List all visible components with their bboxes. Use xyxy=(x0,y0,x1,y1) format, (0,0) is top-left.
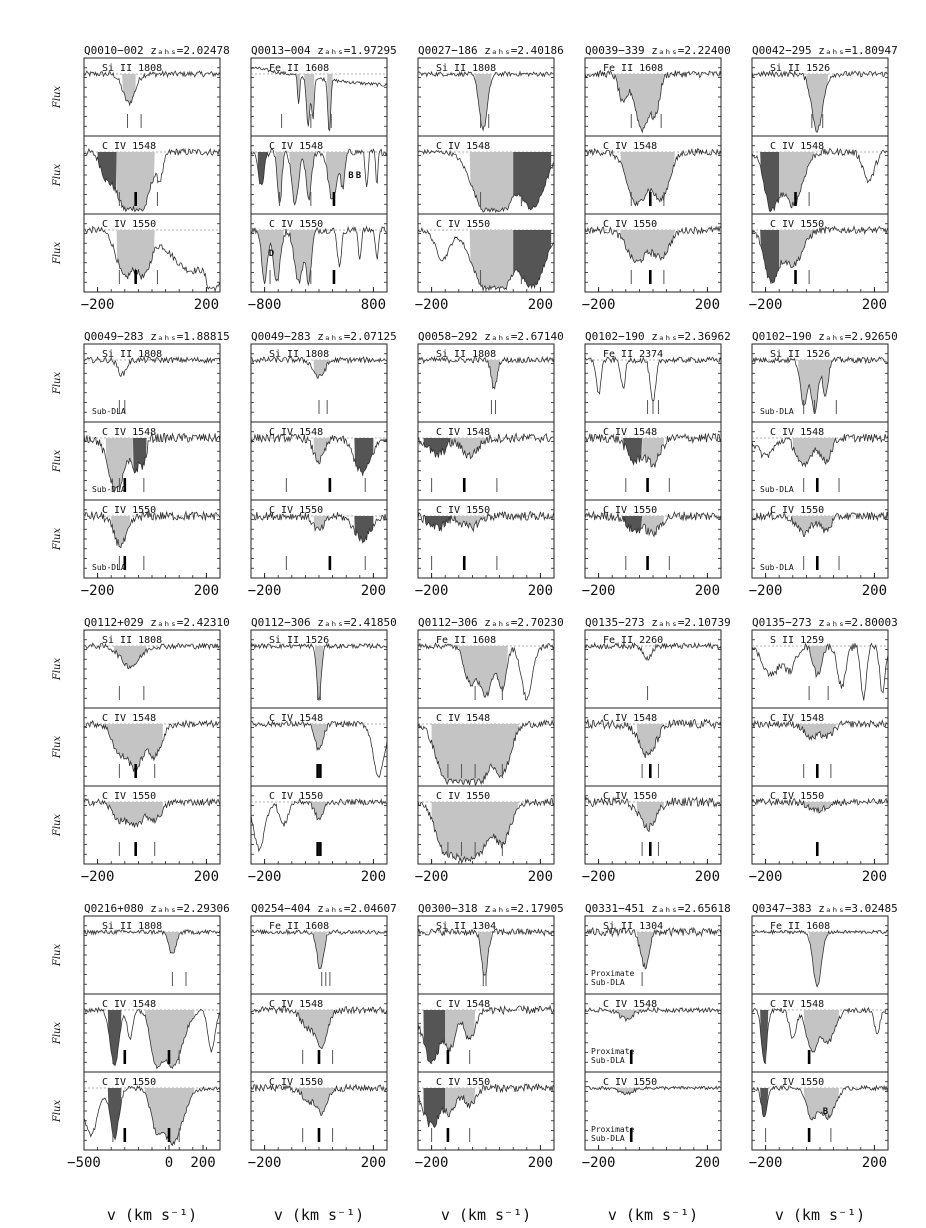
flux-axis-label: Flux xyxy=(52,527,63,551)
spectrum-panel xyxy=(251,630,387,708)
spectrum-panel xyxy=(251,422,387,500)
chart-title: Q0049−283 zₐₕₛ=1.88815 xyxy=(84,330,230,343)
ion-label: C IV 1548 xyxy=(770,427,825,438)
spectrum-panel xyxy=(585,630,721,708)
spectrum-panel xyxy=(752,422,888,500)
ion-label: C IV 1550 xyxy=(603,791,658,802)
spectrum-panel xyxy=(752,786,888,864)
spectrum-panel xyxy=(52,500,220,578)
chart-11 xyxy=(52,616,230,885)
spectrum-panel xyxy=(251,1072,387,1150)
spectrum-panel xyxy=(585,916,721,994)
flux-axis-label: Flux xyxy=(52,163,63,187)
ion-label: C IV 1548 xyxy=(269,427,324,438)
chart-8 xyxy=(415,330,564,599)
proximate-note: Proximate xyxy=(591,1125,635,1134)
ion-label: C IV 1550 xyxy=(102,219,157,230)
chart-title: Q0112+029 zₐₕₛ=2.42310 xyxy=(84,616,230,629)
spectrum-panel xyxy=(251,58,387,136)
ion-label: C IV 1548 xyxy=(603,427,658,438)
ion-label: C IV 1548 xyxy=(269,713,324,724)
x-tick-label: 200 xyxy=(193,297,220,313)
ion-label: C IV 1548 xyxy=(436,427,491,438)
spectrum-panel xyxy=(752,58,888,136)
x-tick-label: −200 xyxy=(414,1155,449,1171)
chart-14 xyxy=(582,616,731,885)
x-tick-label: −200 xyxy=(247,1155,282,1171)
spectrum-panel xyxy=(585,786,721,864)
ion-label: C IV 1550 xyxy=(436,219,491,230)
chart-title: Q0135−273 zₐₕₛ=2.80003 xyxy=(752,616,898,629)
spectrum-panel xyxy=(585,708,721,786)
chart-title: Q0049−283 zₐₕₛ=2.07125 xyxy=(251,330,397,343)
ion-label: C IV 1548 xyxy=(436,999,491,1010)
ion-label: C IV 1550 xyxy=(770,505,825,516)
sub-dla-note: Sub-DLA xyxy=(760,407,794,416)
ion-label: Fe II 2260 xyxy=(603,635,664,646)
spectrum-panel xyxy=(752,136,888,214)
spectrum-panel xyxy=(52,214,220,292)
ion-label: C IV 1550 xyxy=(102,1077,157,1088)
x-tick-label: 200 xyxy=(360,583,387,599)
spectrum-panel xyxy=(418,1072,554,1150)
chart-title: Q0039−339 zₐₕₛ=2.22400 xyxy=(585,44,731,57)
spectrum-panel xyxy=(585,58,721,136)
ion-label: C IV 1550 xyxy=(436,505,491,516)
x-tick-label: 200 xyxy=(861,297,888,313)
spectrum-panel xyxy=(752,708,888,786)
chart-18 xyxy=(415,902,564,1171)
ion-label: Fe II 2374 xyxy=(603,349,664,360)
proximate-note: Sub-DLA xyxy=(591,1056,625,1065)
chart-7 xyxy=(248,330,397,599)
flux-axis-label: Flux xyxy=(52,371,63,395)
chart-4 xyxy=(582,44,731,313)
ion-label: C IV 1550 xyxy=(770,1077,825,1088)
spectrum-panel xyxy=(585,422,721,500)
x-tick-label: 200 xyxy=(694,1155,721,1171)
ion-label: Si II 1526 xyxy=(770,63,831,74)
ion-label: C IV 1550 xyxy=(436,1077,491,1088)
spectrum-panel xyxy=(585,994,721,1072)
chart-title: Q0102−190 zₐₕₛ=2.36962 xyxy=(585,330,731,343)
spectrum-panel xyxy=(251,500,387,578)
ion-label: C IV 1550 xyxy=(269,791,324,802)
chart-20 xyxy=(749,902,898,1171)
ion-label: Fe II 1608 xyxy=(269,63,330,74)
spectrum-panel xyxy=(52,422,220,500)
x-axis-label: v (km s⁻¹) xyxy=(774,1206,866,1224)
chart-13 xyxy=(415,616,564,885)
chart-2 xyxy=(248,44,397,313)
x-tick-label: −200 xyxy=(80,869,115,885)
ion-label: Si II 1808 xyxy=(269,349,330,360)
ion-label: C IV 1548 xyxy=(770,141,825,152)
flux-axis-label: Flux xyxy=(52,241,63,265)
spectrum-panel xyxy=(418,344,554,422)
spectrum-panel xyxy=(251,708,387,786)
spectrum-panel xyxy=(418,214,554,292)
spectrum-panel xyxy=(52,916,220,994)
ion-label: Fe II 1608 xyxy=(603,63,664,74)
spectrum-panel xyxy=(752,214,888,292)
chart-title: Q0254−404 zₐₕₛ=2.04607 xyxy=(251,902,397,915)
spectrum-panel xyxy=(251,916,387,994)
x-tick-label: −200 xyxy=(247,869,282,885)
x-tick-label: 200 xyxy=(861,869,888,885)
ion-label: C IV 1550 xyxy=(269,1077,324,1088)
x-tick-label: 200 xyxy=(360,869,387,885)
spectrum-panel xyxy=(418,422,554,500)
x-tick-label: 200 xyxy=(193,869,220,885)
ion-label: Si II 1808 xyxy=(436,349,497,360)
x-tick-label: 200 xyxy=(694,869,721,885)
spectrum-panel xyxy=(52,1072,220,1150)
x-tick-label: −200 xyxy=(414,583,449,599)
ion-label: C IV 1550 xyxy=(770,219,825,230)
chart-1 xyxy=(52,44,230,313)
flux-axis-label: Flux xyxy=(52,449,63,473)
x-tick-label: −200 xyxy=(581,297,616,313)
ion-label: C IV 1548 xyxy=(603,713,658,724)
x-tick-label: 800 xyxy=(360,297,387,313)
spectrum-panel xyxy=(52,994,220,1072)
ion-label: Si II 1808 xyxy=(436,63,497,74)
x-tick-label: 200 xyxy=(527,869,554,885)
spectrum-panel xyxy=(52,136,220,214)
ion-label: C IV 1548 xyxy=(102,999,157,1010)
ion-label: Si II 1526 xyxy=(770,349,831,360)
flag-label: B xyxy=(822,1107,829,1117)
spectrum-panel xyxy=(585,1072,721,1150)
spectrum-panel xyxy=(752,1072,888,1150)
flag-label: B xyxy=(348,171,354,181)
ion-label: C IV 1550 xyxy=(770,791,825,802)
sub-dla-note: Sub-DLA xyxy=(760,563,794,572)
spectrum-panel xyxy=(52,708,220,786)
flux-axis-label: Flux xyxy=(52,1099,63,1123)
x-tick-label: 200 xyxy=(861,583,888,599)
x-tick-label: 0 xyxy=(164,1155,174,1171)
x-tick-label: −200 xyxy=(748,297,783,313)
flux-axis-label: Flux xyxy=(52,813,63,837)
spectrum-panel xyxy=(418,994,554,1072)
spectrum-panel xyxy=(585,214,721,292)
proximate-note: Sub-DLA xyxy=(591,978,625,987)
ion-label: Si II 1526 xyxy=(269,635,330,646)
spectrum-panel xyxy=(52,344,220,422)
spectrum-panel xyxy=(418,500,554,578)
x-axis-label: v (km s⁻¹) xyxy=(607,1206,699,1224)
ion-label: Si II 1808 xyxy=(102,349,163,360)
proximate-note: Sub-DLA xyxy=(591,1134,625,1143)
proximate-note: Proximate xyxy=(591,969,635,978)
ion-label: C IV 1548 xyxy=(603,999,658,1010)
sub-dla-note: Sub-DLA xyxy=(92,485,126,494)
x-tick-label: −200 xyxy=(80,583,115,599)
ion-label: C IV 1548 xyxy=(102,427,157,438)
chart-17 xyxy=(248,902,397,1171)
x-tick-label: 200 xyxy=(527,297,554,313)
x-tick-label: −200 xyxy=(581,869,616,885)
x-axis-label: v (km s⁻¹) xyxy=(273,1206,365,1224)
spectrum-panel xyxy=(752,344,888,422)
spectrum-panel xyxy=(418,58,554,136)
ion-label: Fe II 1608 xyxy=(269,921,330,932)
chart-title: Q0347−383 zₐₕₛ=3.02485 xyxy=(752,902,898,915)
spectrum-panel xyxy=(752,994,888,1072)
chart-title: Q0331−451 zₐₕₛ=2.65618 xyxy=(585,902,731,915)
spectrum-panel xyxy=(52,630,220,708)
ion-label: C IV 1548 xyxy=(436,141,491,152)
x-tick-label: −200 xyxy=(247,583,282,599)
ion-label: C IV 1550 xyxy=(269,219,324,230)
spectrum-panel xyxy=(52,58,220,136)
x-axis-labels xyxy=(107,1206,865,1224)
chart-title: Q0135−273 zₐₕₛ=2.10739 xyxy=(585,616,731,629)
x-tick-label: −800 xyxy=(247,297,282,313)
x-tick-label: 200 xyxy=(527,583,554,599)
flux-axis-label: Flux xyxy=(52,943,63,967)
ion-label: C IV 1548 xyxy=(269,999,324,1010)
spectrum-panel xyxy=(418,136,554,214)
x-tick-label: −200 xyxy=(748,1155,783,1171)
ion-label: Si II 1808 xyxy=(102,635,163,646)
flux-axis-label: Flux xyxy=(52,85,63,109)
x-tick-label: −200 xyxy=(748,583,783,599)
ion-label: C IV 1550 xyxy=(603,219,658,230)
ion-label: C IV 1548 xyxy=(603,141,658,152)
x-tick-label: 200 xyxy=(694,297,721,313)
chart-title: Q0058−292 zₐₕₛ=2.67140 xyxy=(418,330,564,343)
chart-title: Q0112−306 zₐₕₛ=2.70230 xyxy=(418,616,564,629)
proximate-note: Proximate xyxy=(591,1047,635,1056)
spectrum-panel xyxy=(251,136,387,214)
chart-title: Q0010−002 zₐₕₛ=2.02478 xyxy=(84,44,230,57)
x-tick-label: −200 xyxy=(80,297,115,313)
ion-label: C IV 1550 xyxy=(603,505,658,516)
sub-dla-note: Sub-DLA xyxy=(92,407,126,416)
flag-label: D xyxy=(268,249,275,259)
ion-label: Si II 1304 xyxy=(603,921,664,932)
spectrum-panel xyxy=(585,344,721,422)
ion-label: Fe II 1608 xyxy=(436,635,497,646)
spectrum-panel xyxy=(752,500,888,578)
chart-15 xyxy=(749,616,898,885)
spectrum-panel xyxy=(752,630,888,708)
spectrum-panel xyxy=(752,916,888,994)
flag-label: B xyxy=(355,171,362,181)
ion-label: Si II 1808 xyxy=(102,921,163,932)
flux-axis-label: Flux xyxy=(52,657,63,681)
chart-9 xyxy=(582,330,731,599)
spectrum-panel xyxy=(251,214,387,292)
ion-label: C IV 1550 xyxy=(102,791,157,802)
x-tick-label: 200 xyxy=(190,1155,216,1171)
x-tick-label: −200 xyxy=(581,583,616,599)
x-tick-label: −200 xyxy=(581,1155,616,1171)
chart-5 xyxy=(749,44,898,313)
spectrum-panel xyxy=(52,786,220,864)
chart-10 xyxy=(749,330,898,599)
x-tick-label: −200 xyxy=(748,869,783,885)
sub-dla-note: Sub-DLA xyxy=(92,563,126,572)
chart-title: Q0216+080 zₐₕₛ=2.29306 xyxy=(84,902,230,915)
spectrum-panel xyxy=(418,786,554,864)
spectrum-panel xyxy=(418,916,554,994)
flux-axis-label: Flux xyxy=(52,1021,63,1045)
spectrum-panel xyxy=(418,630,554,708)
chart-title: Q0112−306 zₐₕₛ=2.41850 xyxy=(251,616,397,629)
ion-label: C IV 1548 xyxy=(436,713,491,724)
spectrum-panel xyxy=(251,994,387,1072)
ion-label: C IV 1550 xyxy=(436,791,491,802)
x-tick-label: 200 xyxy=(360,1155,387,1171)
plot-grid xyxy=(52,44,898,1171)
ion-label: C IV 1550 xyxy=(102,505,157,516)
ion-label: C IV 1548 xyxy=(770,713,825,724)
spectrum-panel xyxy=(585,136,721,214)
x-axis-label: v (km s⁻¹) xyxy=(106,1206,198,1224)
ion-label: C IV 1548 xyxy=(770,999,825,1010)
chart-3 xyxy=(415,44,564,313)
ion-label: C IV 1550 xyxy=(603,1077,658,1088)
x-tick-label: 200 xyxy=(193,583,220,599)
chart-title: Q0027−186 zₐₕₛ=2.40186 xyxy=(418,44,564,57)
x-tick-label: 200 xyxy=(527,1155,554,1171)
chart-6 xyxy=(52,330,230,599)
spectrum-panel xyxy=(251,786,387,864)
ion-label: C IV 1548 xyxy=(269,141,324,152)
x-tick-label: −500 xyxy=(67,1155,101,1171)
x-tick-label: −200 xyxy=(414,297,449,313)
flux-axis-label: Flux xyxy=(52,735,63,759)
chart-title: Q0013−004 zₐₕₛ=1.97295 xyxy=(251,44,397,57)
x-tick-label: −200 xyxy=(414,869,449,885)
ion-label: C IV 1548 xyxy=(102,713,157,724)
ion-label: S II 1259 xyxy=(770,635,825,646)
chart-16 xyxy=(52,902,230,1171)
chart-title: Q0300−318 zₐₕₛ=2.17905 xyxy=(418,902,564,915)
sub-dla-note: Sub-DLA xyxy=(760,485,794,494)
spectrum-panel xyxy=(418,708,554,786)
ion-label: Fe II 1608 xyxy=(770,921,831,932)
ion-label: C IV 1550 xyxy=(269,505,324,516)
ion-label: C IV 1548 xyxy=(102,141,157,152)
chart-title: Q0102−190 zₐₕₛ=2.92650 xyxy=(752,330,898,343)
spectrum-panel xyxy=(585,500,721,578)
x-tick-label: 200 xyxy=(694,583,721,599)
ion-label: Si II 1304 xyxy=(436,921,497,932)
chart-title: Q0042−295 zₐₕₛ=1.80947 xyxy=(752,44,898,57)
chart-12 xyxy=(248,616,397,885)
chart-19 xyxy=(582,902,731,1171)
x-tick-label: 200 xyxy=(861,1155,888,1171)
ion-label: Si II 1808 xyxy=(102,63,163,74)
x-axis-label: v (km s⁻¹) xyxy=(440,1206,532,1224)
spectrum-panel xyxy=(251,344,387,422)
